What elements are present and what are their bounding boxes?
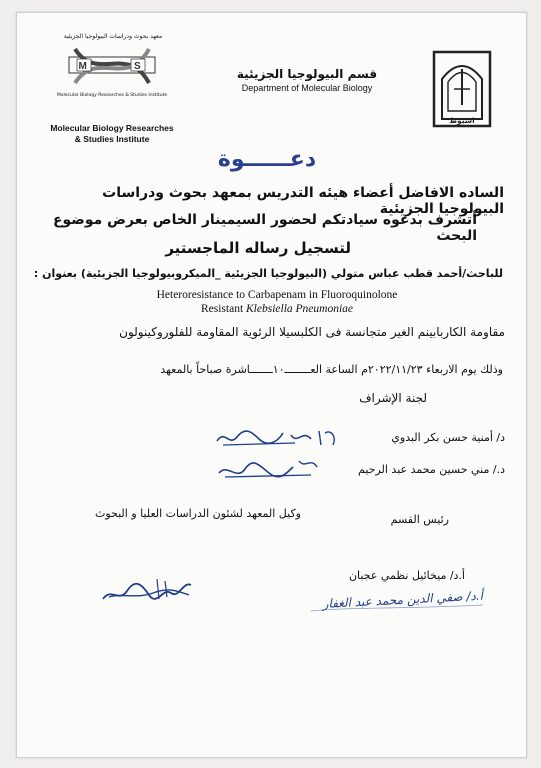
svg-text:اسيوط: اسيوط bbox=[449, 116, 475, 125]
committee-member-2: د./ مني حسين محمد عبد الرحيم bbox=[358, 463, 505, 476]
thesis-title-en-line2 bbox=[117, 303, 437, 315]
thesis-title-ar: مقاومة الكاربابينم الغير متجانسة فى الكلبسيلا الرئوية المقاومة للفلوروكينولون bbox=[119, 325, 505, 339]
department-name-ar: قسم البيولوجيا الجزيئية bbox=[236, 67, 378, 81]
committee-member-1: د/ أمنية حسن بكر البدوي bbox=[391, 431, 505, 444]
department-name-en: Department of Molecular Biology bbox=[241, 83, 373, 93]
vice-dean-label: وكيل المعهد لشئون الدراسات العليا و البحوث bbox=[94, 507, 301, 520]
institute-name-line2: & Studies Institute bbox=[74, 134, 150, 144]
invitation-line-3: لتسجيل رساله الماجستير bbox=[165, 239, 351, 257]
svg-text:M: M bbox=[78, 61, 87, 72]
invitation-line-1: الساده الافاضل أعضاء هيئه التدريس بمعهد بحوث ودراسات البيولوجيا الجزيئية bbox=[102, 185, 504, 217]
thesis-title-en-organism: Klebsiella Pneumoniae bbox=[246, 303, 354, 315]
logo-caption-en: Molecular Biology Researches & Studies Institute bbox=[56, 93, 168, 98]
invitation-title: دعــــــوة bbox=[217, 147, 317, 172]
thesis-title-en-prefix: Resistant bbox=[200, 303, 247, 315]
university-seal-icon bbox=[431, 49, 493, 129]
signature-vice-dean-icon bbox=[97, 573, 197, 607]
signature-head-icon bbox=[307, 587, 487, 617]
head-of-department-name: أ.د/ ميخائيل نظمي عجبان bbox=[348, 569, 465, 582]
handwritten-vice-dean-name: أ.د/ صفي الدين محمد عبد الغفار bbox=[322, 588, 484, 611]
signature-member-2-icon bbox=[213, 455, 333, 485]
head-of-department-label: رئيس القسم bbox=[390, 513, 449, 526]
invitation-line-2: أتشرف بدعوه سيادتكم لحضور السيمينار الخاص بعرض موضوع البحث bbox=[52, 212, 477, 244]
institute-name-line1: Molecular Biology Researches bbox=[50, 123, 174, 133]
committee-heading: لجنة الإشراف bbox=[359, 391, 427, 405]
logo-caption-ar: معهد بحوث ودراسات البيولوجيا الجزيئية bbox=[63, 33, 163, 40]
institute-logo bbox=[47, 33, 177, 144]
svg-text:S: S bbox=[134, 61, 141, 72]
signature-member-1-icon bbox=[207, 423, 347, 453]
document-page bbox=[16, 12, 527, 758]
dna-logo-icon bbox=[67, 43, 157, 91]
thesis-title-en-line1: Heteroresistance to Carbapenam in Fluoroquinolone bbox=[156, 289, 398, 301]
researcher-line: للباحث/أحمد قطب عباس متولي (البيولوجيا الجزيئية _الميكروبيولوجيا الجزيئية) بعنوان : bbox=[33, 267, 503, 280]
datetime-line: وذلك يوم الاربعاء ٢٠٢٢/١١/٢٣م الساعة العــــــــ١٠ـــــــاشرة صباحاً بالمعهد bbox=[160, 363, 503, 376]
